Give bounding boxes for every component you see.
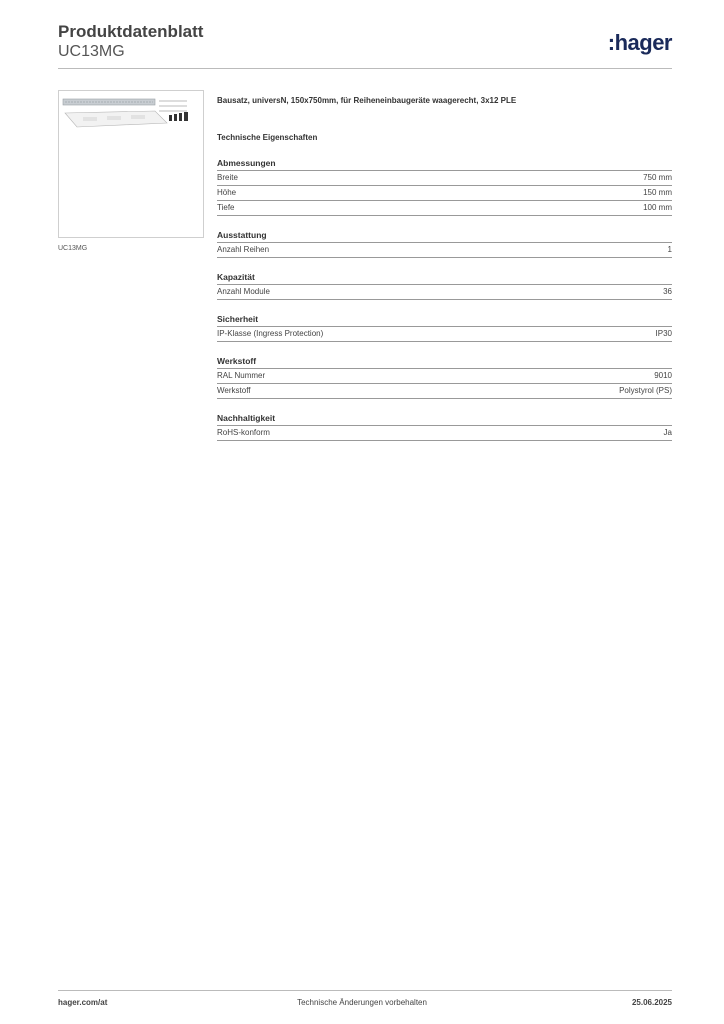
section-abmessungen (217, 158, 672, 216)
section-kapazitaet (217, 272, 672, 300)
row-label: Höhe (217, 188, 237, 197)
footer-divider (58, 990, 672, 991)
image-caption: UC13MG (58, 245, 88, 252)
row-label: Tiefe (217, 203, 235, 212)
row-label: RoHS-konform (217, 428, 270, 437)
footer-website-link[interactable]: hager.com/at (58, 998, 108, 1007)
product-kit-icon (59, 91, 203, 237)
row-value: Polystyrol (PS) (619, 386, 672, 395)
table-row (217, 186, 672, 201)
section-title: Kapazität (217, 272, 672, 285)
table-row (217, 327, 672, 342)
section-title: Nachhaltigkeit (217, 413, 672, 426)
row-value: 36 (663, 287, 672, 296)
table-row (217, 384, 672, 399)
row-label: RAL Nummer (217, 371, 266, 380)
section-title: Sicherheit (217, 314, 672, 327)
row-value: 100 mm (643, 203, 672, 212)
row-value: 9010 (654, 371, 672, 380)
section-werkstoff (217, 356, 672, 399)
product-description: Bausatz, universN, 150x750mm, für Reiheneinbaugeräte waagerecht, 3x12 PLE (217, 96, 517, 105)
section-title: Ausstattung (217, 230, 672, 243)
row-label: Werkstoff (217, 386, 251, 395)
row-label: Anzahl Reihen (217, 245, 270, 254)
section-nachhaltigkeit (217, 413, 672, 441)
product-image (58, 90, 204, 238)
row-label: Anzahl Module (217, 287, 270, 296)
table-row (217, 285, 672, 300)
hager-logo (608, 30, 672, 56)
footer-date: 25.06.2025 (631, 998, 672, 1007)
row-value: 150 mm (643, 188, 672, 197)
row-label: IP-Klasse (Ingress Protection) (217, 329, 324, 338)
table-row (217, 426, 672, 441)
section-title: Werkstoff (217, 356, 672, 369)
tech-properties-title: Technische Eigenschaften (217, 133, 318, 142)
product-details (217, 96, 672, 441)
logo-text: hager (614, 30, 672, 55)
table-row (217, 369, 672, 384)
section-ausstattung (217, 230, 672, 258)
page-title: Produktdatenblatt (58, 22, 204, 41)
section-title: Abmessungen (217, 158, 672, 171)
product-code: UC13MG (58, 43, 125, 60)
row-value: IP30 (655, 329, 672, 338)
header (58, 22, 203, 62)
footer-disclaimer: Technische Änderungen vorbehalten (297, 998, 427, 1007)
header-divider (58, 68, 672, 69)
row-value: 1 (667, 245, 672, 254)
table-row (217, 201, 672, 216)
row-value: 750 mm (643, 173, 672, 182)
table-row (217, 243, 672, 258)
logo-colon-icon: : (607, 30, 615, 55)
row-value: Ja (663, 428, 672, 437)
section-sicherheit (217, 314, 672, 342)
row-label: Breite (217, 173, 238, 182)
table-row (217, 171, 672, 186)
